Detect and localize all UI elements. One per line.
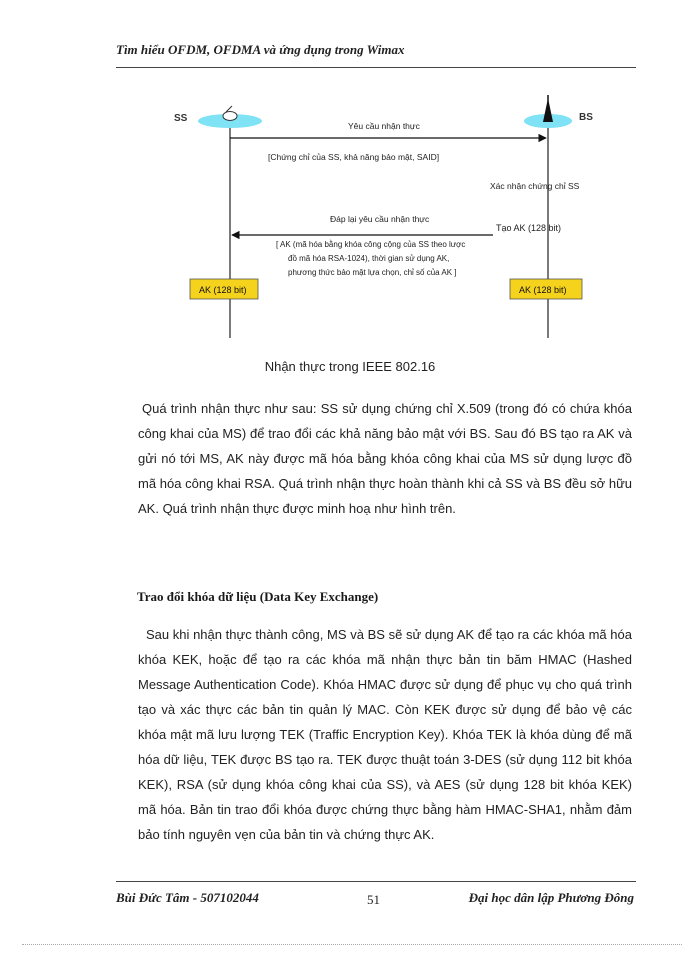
bs-ak-box-label: AK (128 bit) [519,285,567,295]
header-rule [116,67,636,68]
msg1-label: Yêu cầu nhận thực [348,121,420,131]
figure-caption: Nhận thực trong IEEE 802.16 [264,359,436,374]
bs-label: BS [579,112,593,123]
section-heading: Trao đổi khóa dữ liệu (Data Key Exchange) [137,589,379,604]
ss-ak-box-label: AK (128 bit) [199,285,247,295]
paragraph-authentication: Quá trình nhận thực như sau: SS sử dụng chứng chỉ X.509 (trong đó có chứa khóa công khai của MS) để trao đổi các khả năng bảo mật với BS. Sau đó BS tạo ra AK và gửi nó tới MS, AK này được mã hóa bằng khóa công khai của MS sử dụng lược đồ mã hóa công khai RSA. Quá trình nhận thực hoàn thành khi cả SS và BS đều sở hữu AK. Quá trình nhận thực được minh hoạ như hình trên. [138,401,632,516]
footer-rule [116,881,636,882]
ss-device-icon [223,106,237,121]
bs-tower-icon [543,95,553,122]
page-header-title: Tìm hiểu OFDM, OFDMA và ứng dụng trong Wimax [116,42,405,57]
paragraph-key-exchange: Sau khi nhận thực thành công, MS và BS sẽ sử dụng AK để tạo ra các khóa mã hóa khóa KEK, hoặc để tạo ra các khóa mã nhận thực bản tin băm HMAC (Hashed Message Authentication Code). Khóa HMAC được sử dụng để phục vụ cho quá trình tạo và xác thực các bản tin quản lý MAC. Còn KEK được sử dụng để bảo vệ các khóa mật mã lưu lượng TEK (Traffic Encryption Key). Khóa TEK là khóa dùng để mã hóa dữ liệu, TEK được BS tạo ra. TEK được thuật toán 3-DES (sử dụng 112 bit khóa KEK), RSA (sử dụng khóa công khai của SS), và AES (sử dụng 128 bit khóa KEK) mã hóa. Bản tin trao đổi khóa được chứng thực bằng hàm HMAC-SHA1, nhằm đảm bảo tính nguyên vẹn của bản tin và chứng thực AK. [138,627,632,842]
msg1-detail: [Chứng chỉ của SS, khả năng bảo mật, SAID] [268,152,440,162]
footer-author: Bùi Đức Tâm - 507102044 [116,890,259,905]
msg2-detail-line-1: [ AK (mã hóa bằng khóa công cộng của SS theo lược [276,240,466,249]
msg2-detail-line-2: đồ mã hóa RSA-1024), thời gian sử dụng AK, [288,254,450,263]
bs-create-text: Tạo AK (128 bit) [496,223,562,233]
ss-label: SS [174,113,188,124]
page-number: 51 [367,892,380,907]
bs-verify-text: Xác nhận chứng chỉ SS [490,181,580,191]
msg2-detail-line-3: phương thức bảo mật lựa chọn, chỉ số của AK ] [288,268,457,277]
footer-organization: Đại học dân lập Phương Đông [468,890,634,905]
authentication-diagram [160,88,620,343]
page-edge-divider [22,944,682,945]
msg2-label: Đáp lại yêu cầu nhận thực [330,214,430,224]
